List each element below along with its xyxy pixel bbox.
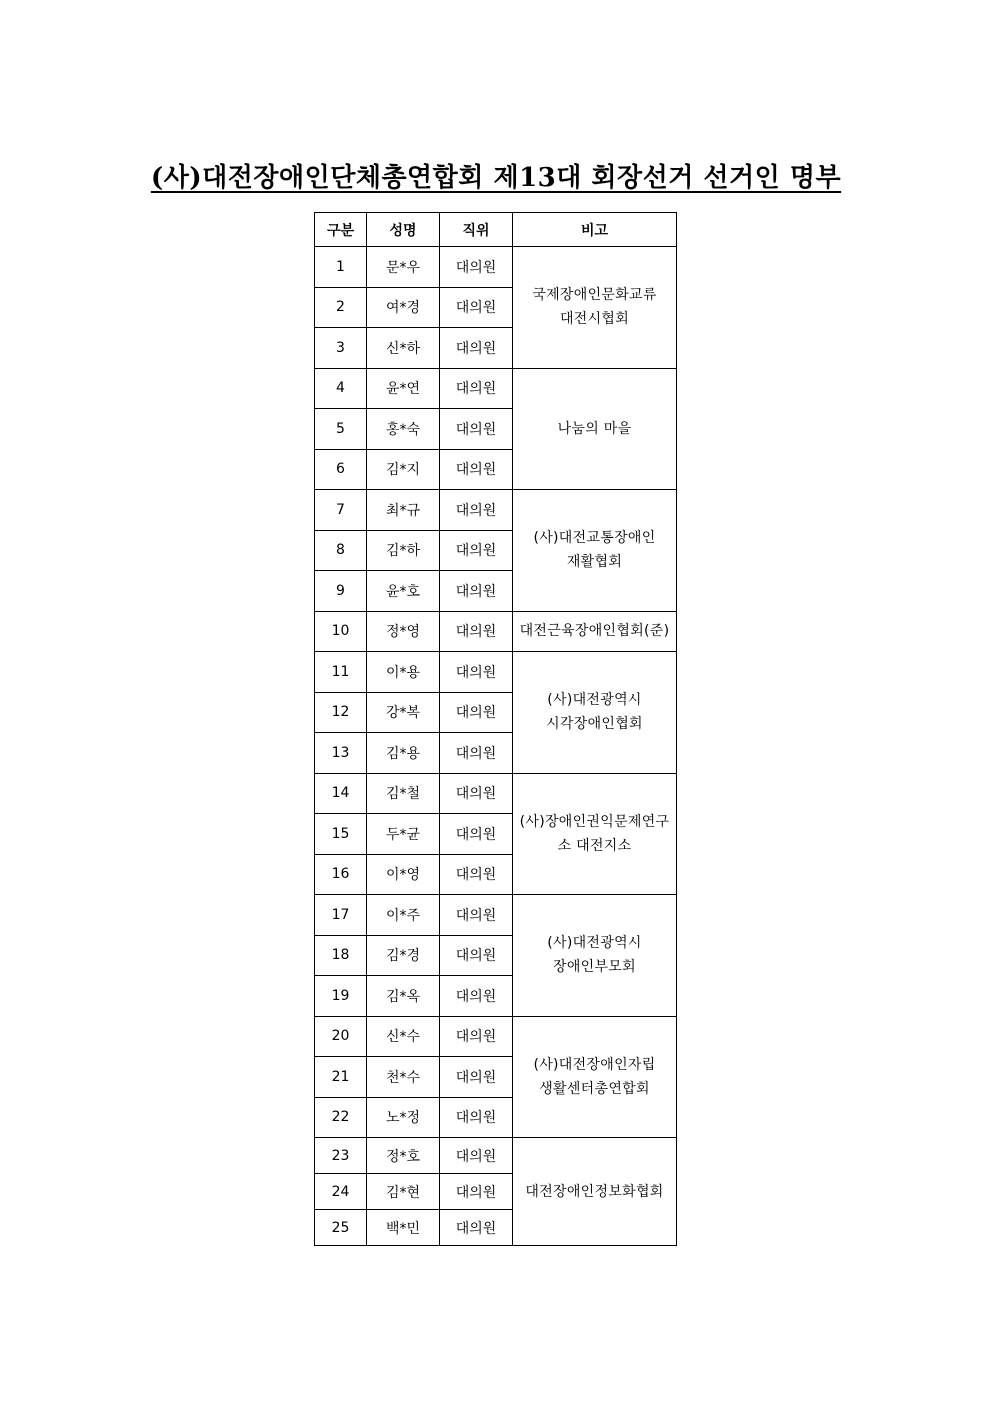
table-row [315, 652, 677, 693]
row-position: 대의원 [440, 1016, 513, 1057]
table-header-row [315, 213, 677, 247]
table-row [315, 1016, 677, 1057]
row-position: 대의원 [440, 976, 513, 1017]
row-number: 24 [315, 1174, 367, 1210]
row-name: 신*수 [367, 1016, 440, 1057]
row-name: 백*민 [367, 1210, 440, 1246]
table-row [315, 611, 677, 652]
row-number: 11 [315, 652, 367, 693]
table-row [315, 895, 677, 936]
row-number: 23 [315, 1138, 367, 1174]
row-remarks: (사)대전교통장애인 재활협회 [513, 490, 677, 612]
row-remarks: (사)대전광역시 장애인부모회 [513, 895, 677, 1017]
row-name: 정*영 [367, 611, 440, 652]
table-row [315, 773, 677, 814]
row-name: 김*용 [367, 733, 440, 774]
row-name: 김*하 [367, 530, 440, 571]
row-number: 1 [315, 247, 367, 288]
row-position: 대의원 [440, 692, 513, 733]
row-number: 15 [315, 814, 367, 855]
row-number: 18 [315, 935, 367, 976]
table-row [315, 247, 677, 288]
row-name: 이*용 [367, 652, 440, 693]
row-number: 14 [315, 773, 367, 814]
table-row [315, 368, 677, 409]
row-number: 5 [315, 409, 367, 450]
row-name: 강*복 [367, 692, 440, 733]
row-position: 대의원 [440, 449, 513, 490]
row-position: 대의원 [440, 854, 513, 895]
row-name: 이*영 [367, 854, 440, 895]
row-position: 대의원 [440, 652, 513, 693]
row-position: 대의원 [440, 1097, 513, 1138]
voter-roster-table [314, 212, 677, 1246]
row-number: 6 [315, 449, 367, 490]
row-name: 천*수 [367, 1057, 440, 1098]
row-position: 대의원 [440, 1210, 513, 1246]
row-number: 8 [315, 530, 367, 571]
row-name: 이*주 [367, 895, 440, 936]
row-number: 19 [315, 976, 367, 1017]
row-name: 김*현 [367, 1174, 440, 1210]
row-remarks: 국제장애인문화교류 대전시협회 [513, 247, 677, 369]
row-number: 17 [315, 895, 367, 936]
row-position: 대의원 [440, 368, 513, 409]
row-position: 대의원 [440, 1138, 513, 1174]
row-position: 대의원 [440, 773, 513, 814]
row-name: 두*균 [367, 814, 440, 855]
page-title: (사)대전장애인단체총연합회 제13대 회장선거 선거인 명부 [150, 163, 842, 193]
row-position: 대의원 [440, 935, 513, 976]
row-name: 정*호 [367, 1138, 440, 1174]
row-number: 13 [315, 733, 367, 774]
row-name: 여*경 [367, 287, 440, 328]
row-number: 7 [315, 490, 367, 531]
row-position: 대의원 [440, 895, 513, 936]
row-remarks: (사)대전광역시 시각장애인협회 [513, 652, 677, 774]
row-number: 21 [315, 1057, 367, 1098]
row-position: 대의원 [440, 1174, 513, 1210]
row-position: 대의원 [440, 409, 513, 450]
row-number: 16 [315, 854, 367, 895]
row-number: 22 [315, 1097, 367, 1138]
row-number: 25 [315, 1210, 367, 1246]
row-number: 9 [315, 571, 367, 612]
row-remarks: (사)장애인권익문제연구 소 대전지소 [513, 773, 677, 895]
row-number: 12 [315, 692, 367, 733]
row-number: 2 [315, 287, 367, 328]
row-position: 대의원 [440, 328, 513, 369]
row-position: 대의원 [440, 611, 513, 652]
row-name: 홍*숙 [367, 409, 440, 450]
row-name: 김*경 [367, 935, 440, 976]
row-name: 윤*연 [367, 368, 440, 409]
header-name: 성명 [367, 213, 440, 247]
table-row [315, 1138, 677, 1174]
row-number: 20 [315, 1016, 367, 1057]
row-number: 4 [315, 368, 367, 409]
row-position: 대의원 [440, 287, 513, 328]
row-number: 3 [315, 328, 367, 369]
row-name: 김*철 [367, 773, 440, 814]
row-position: 대의원 [440, 247, 513, 288]
row-remarks: 대전근육장애인협회(준) [513, 611, 677, 652]
row-position: 대의원 [440, 571, 513, 612]
row-name: 김*지 [367, 449, 440, 490]
row-remarks: (사)대전장애인자립 생활센터총연합회 [513, 1016, 677, 1138]
table-row [315, 490, 677, 531]
header-number: 구분 [315, 213, 367, 247]
header-remarks: 비고 [513, 213, 677, 247]
row-remarks: 대전장애인정보화협회 [513, 1138, 677, 1246]
row-position: 대의원 [440, 814, 513, 855]
header-position: 직위 [440, 213, 513, 247]
row-name: 신*하 [367, 328, 440, 369]
row-remarks: 나눔의 마을 [513, 368, 677, 490]
row-name: 최*규 [367, 490, 440, 531]
row-number: 10 [315, 611, 367, 652]
row-name: 김*옥 [367, 976, 440, 1017]
row-position: 대의원 [440, 1057, 513, 1098]
row-name: 윤*호 [367, 571, 440, 612]
row-position: 대의원 [440, 733, 513, 774]
row-position: 대의원 [440, 490, 513, 531]
row-position: 대의원 [440, 530, 513, 571]
row-name: 노*정 [367, 1097, 440, 1138]
row-name: 문*우 [367, 247, 440, 288]
